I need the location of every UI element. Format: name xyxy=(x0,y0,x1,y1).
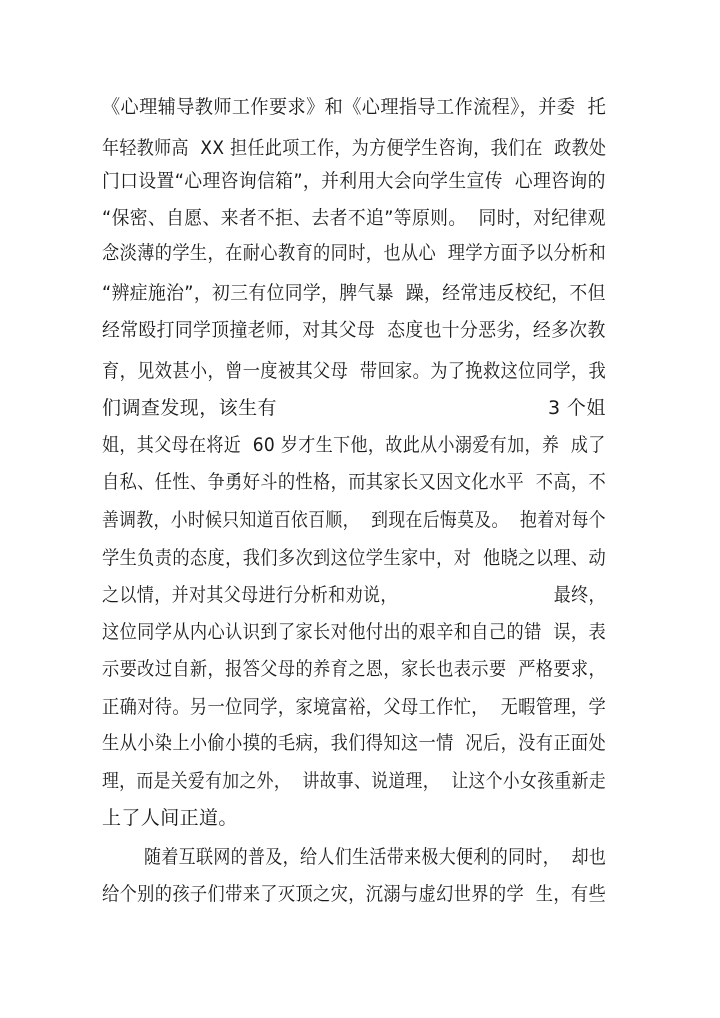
text-line: 理，而是关爱有加之外， 讲故事、说道理， 让这个小女孩重新走 xyxy=(102,770,606,792)
text-line: 示要改过自新，报答父母的养育之恩，家长也表示要 严格要求， xyxy=(102,658,607,680)
text-line: “保密、自愿、来者不拒、去者不追”等原则。 同时，对纪律观 xyxy=(102,207,606,229)
text-line: 经常殴打同学顶撞老师，对其父母 态度也十分恶劣，经多次教 xyxy=(102,319,606,341)
text-line: 《心理辅导教师工作要求》和《心理指导工作流程》，并委 托 xyxy=(102,96,607,118)
text-line: 生从小染上小偷小摸的毛病，我们得知这一情 况后，没有正面处 xyxy=(102,732,607,754)
text-line: “辨症施治”，初三有位同学，脾气暴 躁，经常违反校纪，不但 xyxy=(102,282,606,304)
text-line: 学生负责的态度，我们多次到这位学生家中，对 他晓之以理、动 xyxy=(102,547,607,569)
text-line: 姐，其父母在将近 60 岁才生下他，故此从小溺爱有加，养 成了 xyxy=(102,434,606,456)
text-line: 正确对待。另一位同学，家境富裕，父母工作忙， 无暇管理，学 xyxy=(102,696,607,718)
text-line: 上了人间正道。 xyxy=(102,807,238,829)
text-line: 门口设置“心理咨询信箱”，并利用大会向学生宣传 心理咨询的 xyxy=(102,170,606,192)
text-line: 给个别的孩子们带来了灭顶之灾，沉溺与虚幻世界的学 生，有些 xyxy=(102,883,607,905)
text-line: 年轻教师高 XX 担任此项工作，为方便学生咨询，我们在 政教处 xyxy=(102,137,607,159)
text-line: 们调查发现，该生有 3 个姐 xyxy=(102,397,606,419)
text-line: 念淡薄的学生，在耐心教育的同时，也从心 理学方面予以分析和 xyxy=(102,242,607,264)
text-line: 育，见效甚小，曾一度被其父母 带回家。为了挽救这位同学，我 xyxy=(102,360,607,382)
text-line: 随着互联网的普及，给人们生活带来极大便利的同时， 却也 xyxy=(144,846,607,868)
text-line: 这位同学从内心认识到了家长对他付出的艰辛和自己的错 误，表 xyxy=(102,621,607,643)
text-line: 善调教，小时候只知道百依百顺， 到现在后悔莫及。 抱着对每个 xyxy=(102,509,606,531)
text-line: 自私、任性、争勇好斗的性格，而其家长又因文化水平 不高，不 xyxy=(102,471,607,493)
text-line: 之以情，并对其父母进行分析和劝说， 最终， xyxy=(102,584,606,606)
